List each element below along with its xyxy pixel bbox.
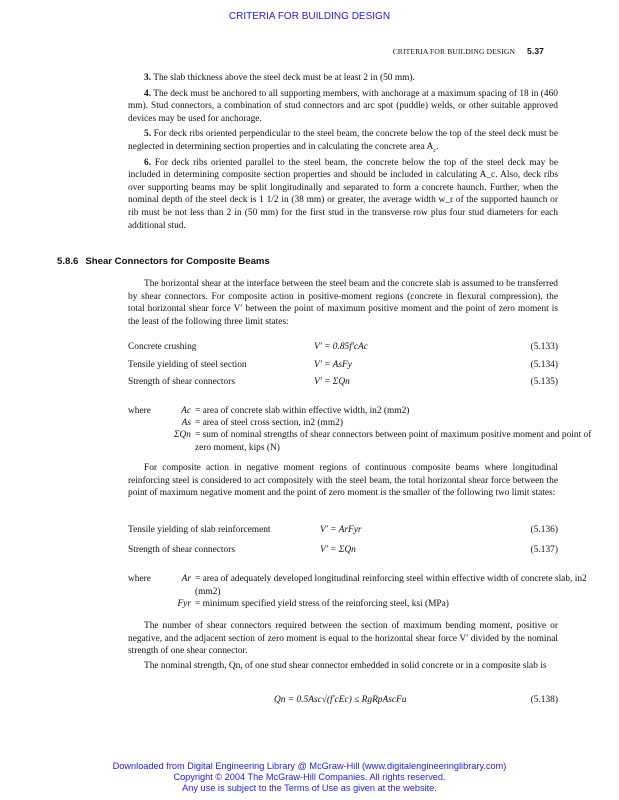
- equation-label: Strength of shear connectors: [128, 545, 235, 555]
- equation-number: (5.138): [530, 695, 558, 705]
- closing-paragraphs: [128, 620, 558, 672]
- item-4: 4. The deck must be anchored to all supporting members, with anchorage at a maximum spacing of 18 in (460 mm). Stud connectors, a combination of stud connectors and arc spot (puddle) welds, or other suitable approved devices may be used for anchorage.: [128, 88, 558, 124]
- footer-copyright: Copyright © 2004 The McGraw-Hill Companies. All rights reserved.: [173, 772, 446, 782]
- where-word: where: [128, 406, 151, 416]
- equation-5-137: [128, 544, 558, 557]
- numbered-items: [128, 72, 558, 232]
- equation-formula: V′ = ΣQn: [314, 377, 350, 387]
- definition-Ar: Ar = area of adequately developed longitudinal reinforcing steel within effective width of concrete slab, in2 (mm2): [181, 574, 587, 597]
- equation-number: (5.134): [530, 360, 558, 370]
- equation-formula: V′ = 0.85f′cAc: [314, 342, 368, 352]
- equation-5-135: [128, 376, 558, 389]
- top-banner: CRITERIA FOR BUILDING DESIGN: [228, 11, 391, 22]
- equation-5-133: [128, 341, 558, 354]
- where-block-1: [128, 405, 592, 453]
- negative-moment-paragraph: For composite action in negative moment regions of continuous composite beams where longitudinal reinforcing steel is considered to act compositely with the steel beam, the total horizontal shear force between the point of maximum negative moment and the point of zero moment is the smaller of the following two limit states:: [128, 463, 558, 499]
- equation-number: (5.135): [530, 377, 558, 387]
- definition-sumQn: ΣQn = sum of nominal strengths of shear connectors between point of maximum positive moment and point of zero moment, kips (N): [173, 430, 592, 453]
- section-title: Shear Connectors for Composite Beams: [85, 256, 270, 267]
- equation-5-134: [128, 359, 558, 372]
- definition-As: As = area of steel cross section, in2 (mm2): [181, 418, 343, 428]
- running-head: [393, 45, 544, 59]
- definition-Fyr: Fyr = minimum specified yield stress of the reinforcing steel, ksi (MPa): [177, 599, 449, 609]
- nominal-strength-paragraph: The nominal strength, Qn, of one stud shear connector embedded in solid concrete or in a composite slab is: [144, 660, 547, 671]
- equation-number: (5.136): [530, 525, 558, 535]
- number-of-connectors-paragraph: The number of shear connectors required between the section of maximum bending moment, positive or negative, and the adjacent section of zero moment is equal to the horizontal shear force V′ divided by the nominal strength of one shear connector.: [128, 621, 558, 657]
- equation-label: Concrete crushing: [128, 342, 197, 352]
- item-3: 3. The slab thickness above the steel deck must be at least 2 in (50 mm).: [144, 73, 415, 83]
- equation-5-138: [128, 694, 558, 707]
- item-5: 5. For deck ribs oriented perpendicular to the steel beam, the concrete below the top of the steel deck must be neglected in determining section properties and in calculating the concrete area $A_c$.: [128, 129, 558, 154]
- section-number: 5.8.6: [57, 256, 79, 267]
- equation-label: Tensile yielding of slab reinforcement: [128, 525, 271, 535]
- equation-label: Strength of shear connectors: [128, 377, 235, 387]
- equation-number: (5.133): [530, 342, 558, 352]
- item-6: 6. For deck ribs oriented parallel to the steel beam, the concrete below the top of the steel deck may be included in determining composite section properties and should be included in calculating A_c. Also, deck ribs over supporting beams may be split longitudinally and separated to form a concrete haunch. Further, when the nominal depth of the steel deck is 1 1/2 in (38 mm) or greater, the average width w_r of the supported haunch or rib must be not less than 2 in (50 mm) for the first stud in the transverse row plus four stud diameters for each additional stud.: [128, 157, 558, 231]
- equation-label: Tensile yielding of steel section: [128, 360, 247, 370]
- where-block-2: [128, 573, 587, 611]
- running-head-title: CRITERIA FOR BUILDING DESIGN: [392, 47, 516, 56]
- definition-Ac: Ac = area of concrete slab within effective width, in2 (mm2): [181, 406, 410, 416]
- section-heading: [57, 256, 270, 269]
- footer: [0, 761, 619, 794]
- equation-number: (5.137): [530, 545, 558, 555]
- equation-formula: V′ = ArFyr: [320, 525, 362, 535]
- page-number: 5.37: [527, 46, 544, 56]
- footer-download-link[interactable]: Downloaded from Digital Engineering Library @ McGraw-Hill (www.digitalengineeringlibrary.com): [112, 761, 507, 771]
- equation-formula: Qn = 0.5Asc√(f′cEc) ≤ RgRpAscFu: [274, 695, 407, 705]
- intro-paragraph: The horizontal shear at the interface between the steel beam and the concrete slab is assumed to be transferred by shear connectors. For composite action in positive-moment regions (concrete in flexural compression), the total horizontal shear force V′ between the point of maximum positive moment and the point of zero moment is the least of the following three limit states:: [128, 279, 558, 327]
- where-word: where: [128, 574, 151, 584]
- equation-5-136: [128, 524, 558, 537]
- footer-terms[interactable]: Any use is subject to the Terms of Use as given at the website.: [182, 783, 437, 793]
- equation-formula: V′ = ΣQn: [320, 545, 356, 555]
- equation-formula: V′ = AsFy: [314, 360, 352, 370]
